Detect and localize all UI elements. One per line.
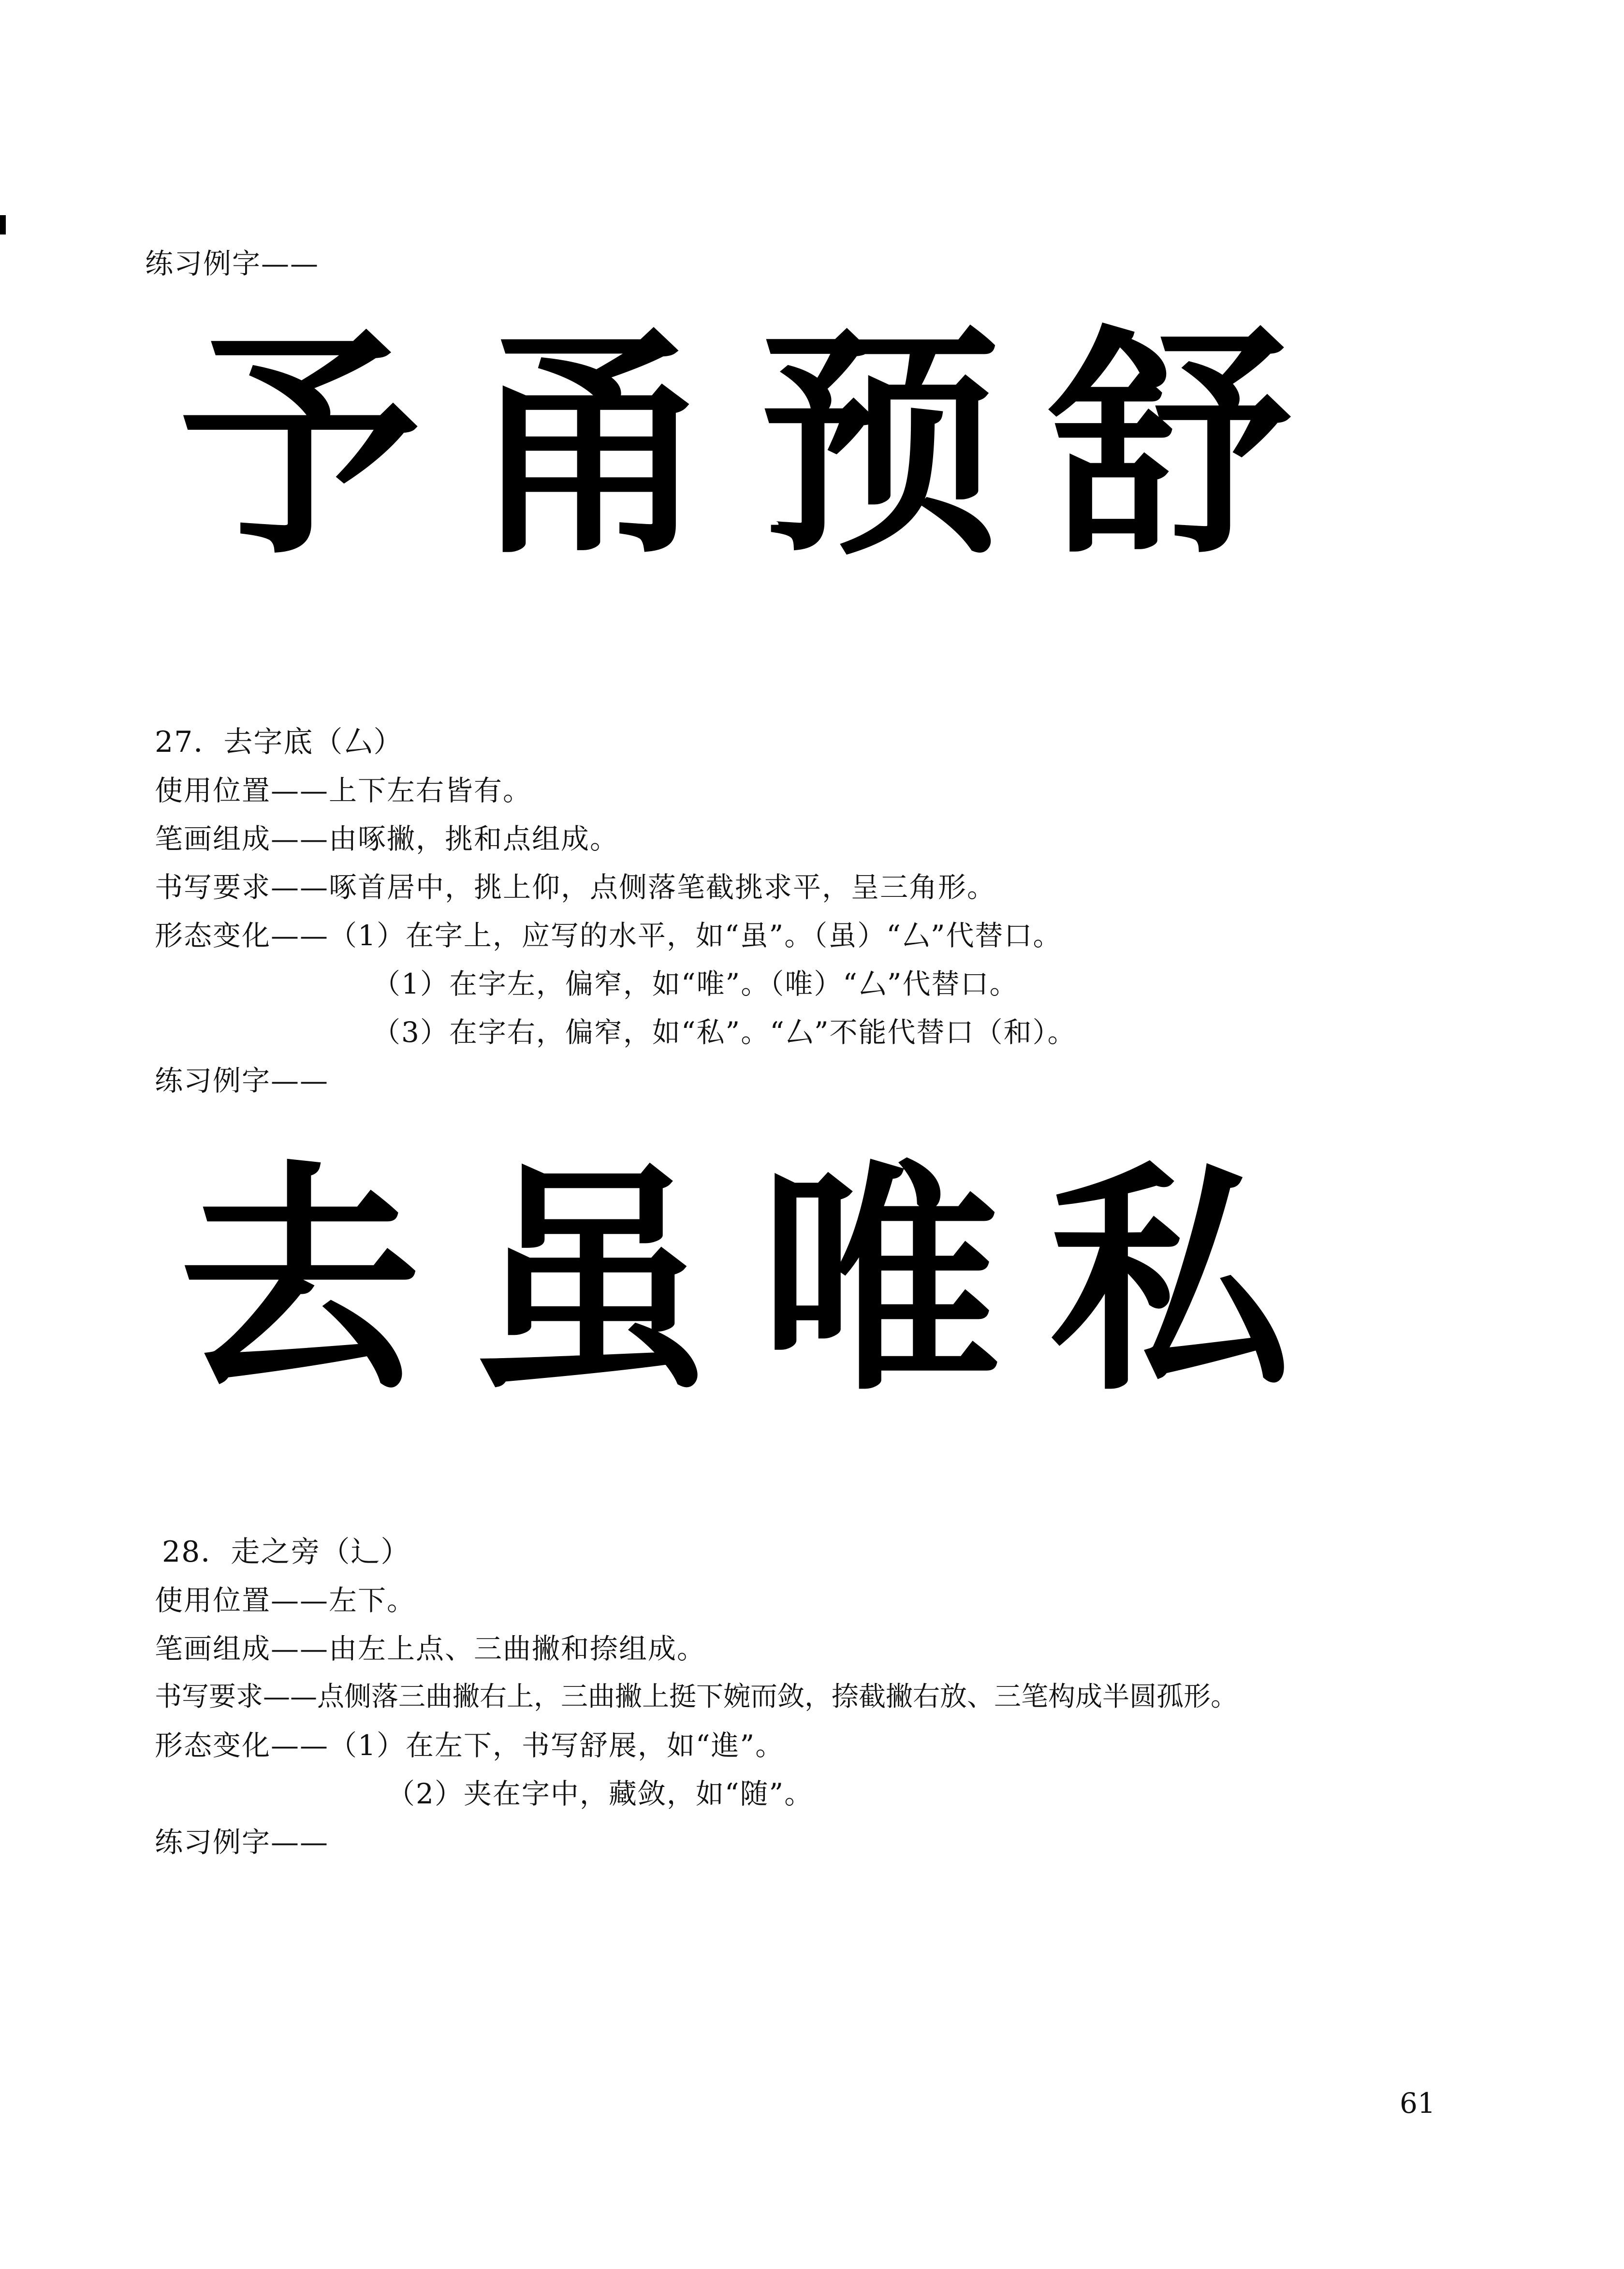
example-character: 去 xyxy=(179,1139,421,1423)
section-28-usage: 使用位置——左下。 xyxy=(155,1584,416,1617)
section-28-strokes: 笔画组成——由左上点、三曲撇和捺组成。 xyxy=(155,1632,706,1665)
section-27-form-2: （1）在字左，偏窄，如“唯”。（唯）“厶”代替口。 xyxy=(372,967,1019,1000)
section-27-practice-label: 练习例字—— xyxy=(155,1064,329,1097)
example-character: 虽 xyxy=(469,1139,711,1423)
section-27-form-3: （3）在字右，偏窄，如“私”。“厶”不能代替口（和）。 xyxy=(372,1016,1077,1049)
page-number: 61 xyxy=(1400,2087,1435,2120)
section-27-strokes: 笔画组成——由啄撇，挑和点组成。 xyxy=(155,822,619,855)
scan-edge-mark xyxy=(0,215,6,234)
section-28-practice-label: 练习例字—— xyxy=(155,1826,329,1859)
section-28-form-2: （2）夹在字中，藏敛，如“随”。 xyxy=(387,1777,814,1810)
example-character: 预 xyxy=(759,303,1001,586)
section-27-example-characters xyxy=(155,1139,1315,1423)
section-27-requirement: 书写要求——啄首居中，挑上仰，点侧落笔截挑求平，呈三角形。 xyxy=(155,871,996,904)
example-character: 甬 xyxy=(469,303,711,586)
practice-label: 练习例字—— xyxy=(145,247,320,280)
example-character: 舒 xyxy=(1049,303,1291,586)
example-character: 私 xyxy=(1049,1139,1291,1423)
section-28-form-1: 形态变化——（1）在左下，书写舒展，如“進”。 xyxy=(155,1729,785,1762)
example-character: 予 xyxy=(179,303,421,586)
section-27-title: 27．去字底（厶） xyxy=(155,725,404,759)
example-characters-row xyxy=(155,303,1315,586)
example-character: 唯 xyxy=(759,1139,1001,1423)
section-28-requirement: 书写要求——点侧落三曲撇右上，三曲撇上挺下婉而敛，捺截撇右放、三笔构成半圆孤形。 xyxy=(155,1681,1238,1713)
section-28-title: 28．走之旁（辶） xyxy=(162,1535,411,1569)
section-27-usage: 使用位置——上下左右皆有。 xyxy=(155,774,532,807)
section-27-form-1: 形态变化——（1）在字上，应写的水平，如“虽”。（虽）“厶”代替口。 xyxy=(155,919,1062,952)
